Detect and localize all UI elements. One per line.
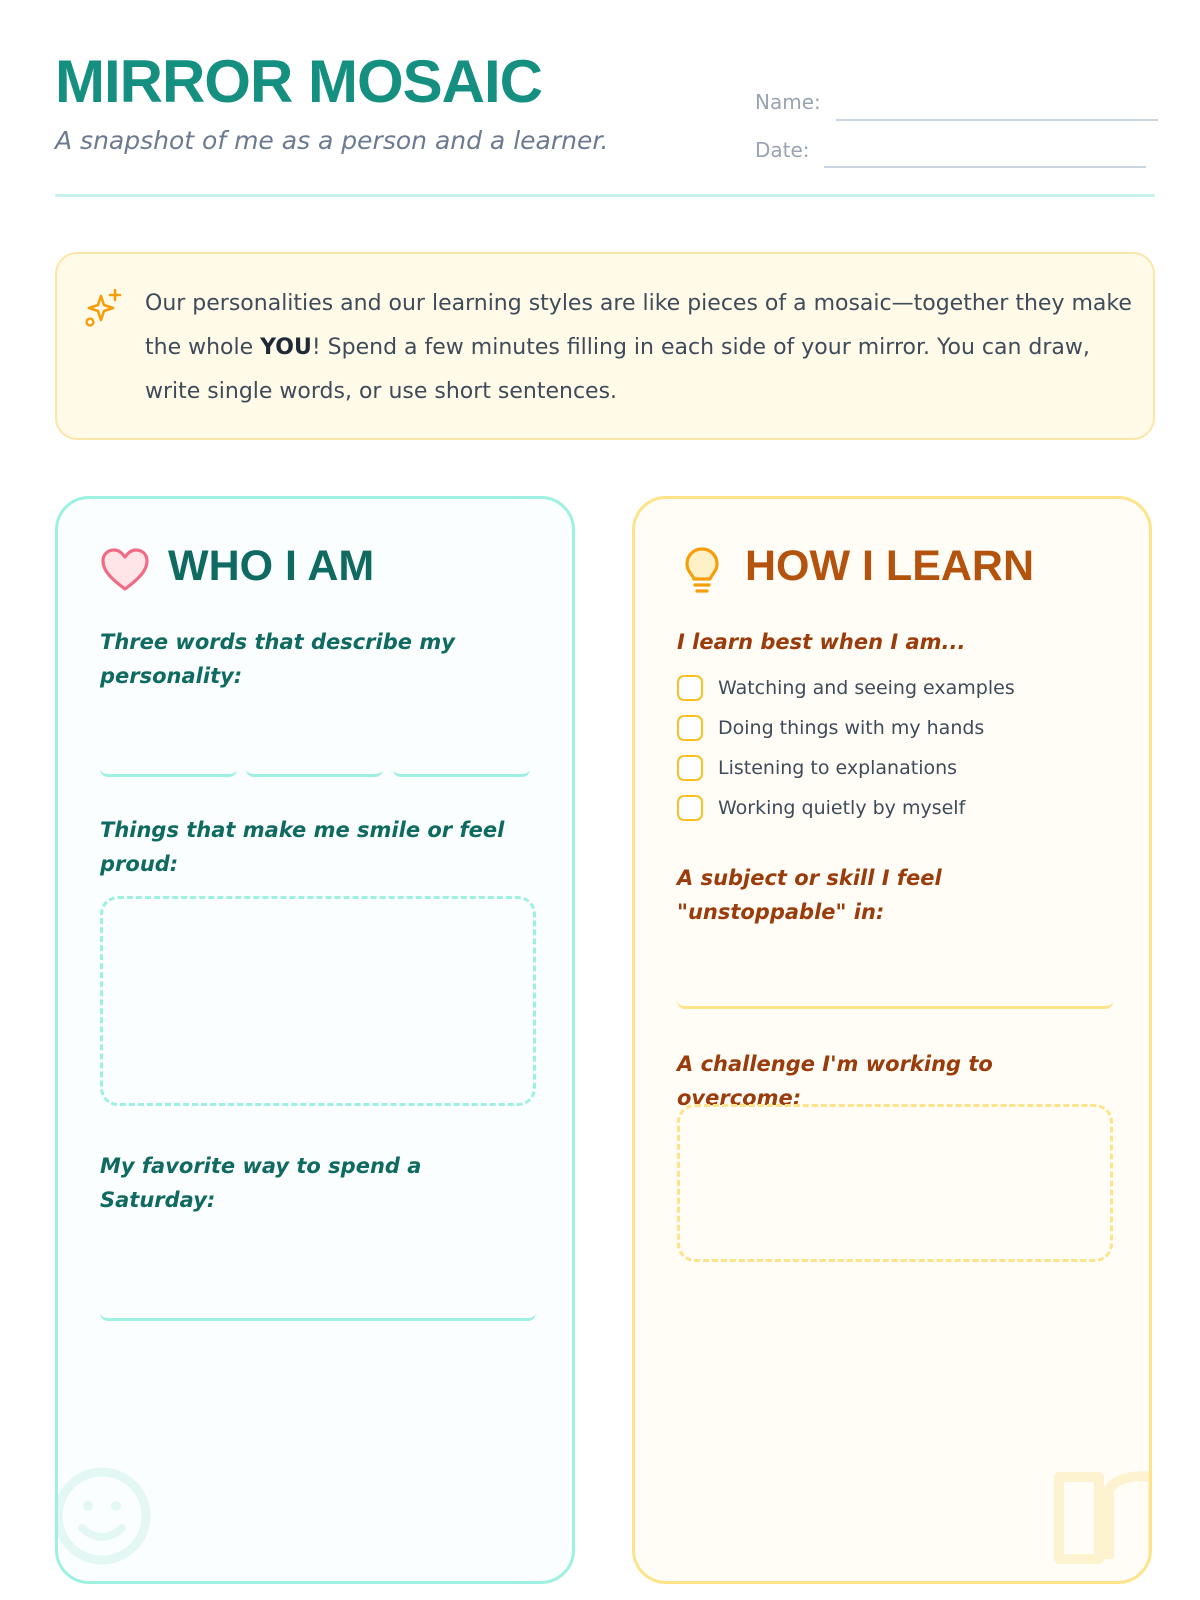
challenge-field[interactable] bbox=[677, 1104, 1113, 1262]
checkbox[interactable] bbox=[677, 675, 703, 701]
personality-words-prompt: Three words that describe my personality: bbox=[100, 630, 455, 688]
learning-option-label: Working quietly by myself bbox=[718, 797, 966, 819]
learning-option-checkbox[interactable] bbox=[677, 754, 957, 782]
how-i-learn-title: HOW I LEARN bbox=[745, 542, 1035, 590]
learning-option-label: Watching and seeing examples bbox=[718, 677, 1015, 699]
learning-option-label: Doing things with my hands bbox=[718, 717, 985, 739]
lightbulb-icon bbox=[675, 543, 729, 597]
date-field[interactable] bbox=[824, 166, 1146, 168]
how-i-learn-panel bbox=[632, 496, 1152, 1584]
personality-word-field[interactable] bbox=[393, 711, 530, 777]
learning-option-checkbox[interactable] bbox=[677, 674, 1015, 702]
smile-proud-prompt: Things that make me smile or feel proud: bbox=[100, 818, 505, 876]
intro-callout bbox=[55, 252, 1155, 440]
intro-text-start: Our personalities and our learning styles are like pieces of a mosaic—together they make the whole bbox=[145, 291, 1132, 360]
worksheet-title: MIRROR MOSAIC bbox=[55, 48, 542, 115]
worksheet-subtitle: A snapshot of me as a person and a learner. bbox=[55, 126, 609, 155]
name-field[interactable] bbox=[836, 119, 1158, 121]
book-icon bbox=[1049, 1459, 1152, 1579]
checkbox[interactable] bbox=[677, 715, 703, 741]
learning-option-checkbox[interactable] bbox=[677, 794, 965, 822]
who-i-am-panel bbox=[55, 496, 575, 1584]
personality-word-field[interactable] bbox=[100, 711, 237, 777]
date-label: Date: bbox=[755, 138, 810, 162]
unstoppable-prompt: A subject or skill I feel "unstoppable" in: bbox=[677, 866, 942, 924]
saturday-field[interactable] bbox=[100, 1199, 536, 1321]
saturday-prompt: My favorite way to spend a Saturday: bbox=[100, 1154, 422, 1212]
smiley-icon bbox=[55, 1454, 168, 1574]
learning-option-checkbox[interactable] bbox=[677, 714, 984, 742]
intro-text-end: ! Spend a few minutes filling in each side of your mirror. You can draw, write single words, or use short sentences. bbox=[145, 335, 1090, 404]
sparkle-icon bbox=[83, 288, 123, 328]
learn-best-prompt: I learn best when I am... bbox=[677, 630, 966, 654]
challenge-prompt: A challenge I'm working to overcome: bbox=[677, 1052, 993, 1110]
header-divider bbox=[55, 194, 1155, 197]
smile-proud-field[interactable] bbox=[100, 896, 536, 1106]
personality-word-field[interactable] bbox=[246, 711, 383, 777]
checkbox[interactable] bbox=[677, 795, 703, 821]
heart-icon bbox=[98, 543, 152, 597]
name-label: Name: bbox=[755, 90, 821, 114]
who-i-am-title: WHO I AM bbox=[168, 542, 375, 590]
intro-text bbox=[145, 282, 1135, 414]
learning-option-label: Listening to explanations bbox=[718, 757, 958, 779]
unstoppable-field[interactable] bbox=[677, 939, 1113, 1009]
intro-text-bold: YOU bbox=[260, 335, 312, 360]
checkbox[interactable] bbox=[677, 755, 703, 781]
